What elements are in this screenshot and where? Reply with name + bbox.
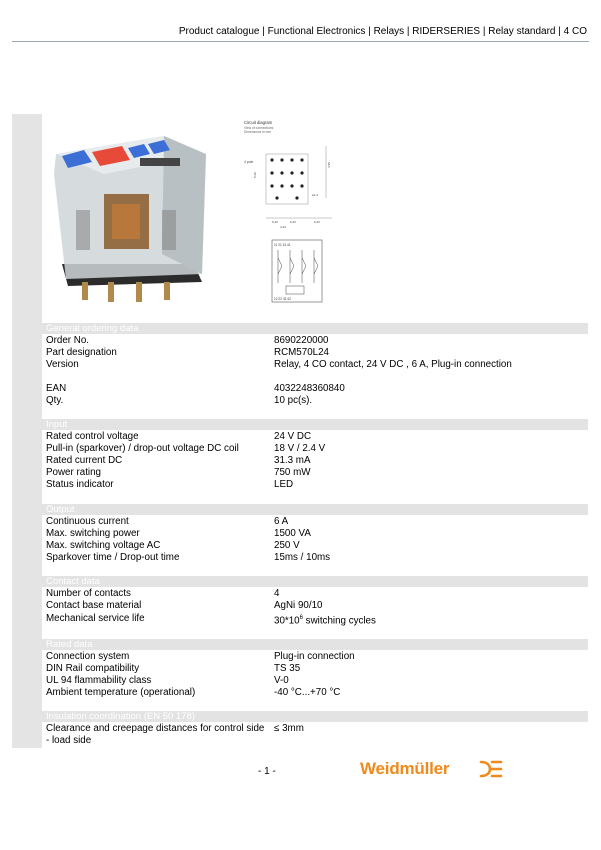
brand-name: Weidmüller (360, 759, 450, 778)
weidmuller-logo (360, 756, 510, 782)
brand-mark-icon (478, 758, 504, 780)
dim-label: 6,40 (290, 220, 296, 224)
spec-label: Rated control voltage (46, 431, 139, 442)
section-header: Contact data (42, 576, 588, 587)
spec-value: 4032248360840 (274, 383, 345, 394)
value-unit: switching cycles (302, 615, 376, 627)
pole-label: 4 pole (244, 160, 254, 164)
spec-label: Continuous current (46, 516, 129, 527)
spec-label: Contact base material (46, 600, 142, 611)
spec-label: Max. switching voltage AC (46, 540, 161, 551)
spec-value: Relay, 4 CO contact, 24 V DC , 6 A, Plug-in connection (274, 359, 512, 370)
spec-value: 250 V (274, 540, 300, 551)
section-header: Output (42, 504, 588, 515)
spec-value: 18 V / 2.4 V (274, 443, 326, 454)
spec-label: Version (46, 359, 79, 370)
spec-value: LED (274, 479, 294, 490)
spec-label: Status indicator (46, 479, 114, 490)
dim-label: 4,95 (327, 162, 331, 168)
spec-label: Number of contacts (46, 588, 131, 599)
spec-label: Order No. (46, 335, 90, 346)
spec-label: Connection system (46, 651, 130, 662)
spec-value: -40 °C...+70 °C (274, 687, 341, 698)
spec-label: Ambient temperature (operational) (46, 687, 196, 698)
spec-label: Part designation (46, 347, 117, 358)
spec-label: - load side (46, 735, 92, 746)
spec-value: 8690220000 (274, 335, 329, 346)
diagram-subtitle-2: Dimensions in mm (244, 130, 272, 134)
dim-label: 4,43 (280, 225, 286, 229)
section-header: General ordering data (42, 323, 588, 334)
value-exponent: 6 (299, 615, 303, 621)
spec-value: 4 (274, 588, 280, 599)
breadcrumb: Product catalogue | Functional Electronics | Relays | RIDERSERIES | Relay standard | 4 CO (178, 26, 587, 37)
spec-label: Clearance and creepage distances for control side (46, 723, 265, 734)
spec-value: 15ms / 10ms (274, 552, 331, 563)
spec-value: ≤ 3mm (274, 723, 304, 734)
header-divider (12, 41, 589, 42)
spec-value: 750 mW (274, 467, 311, 478)
pins-bottom: 12 22 32 42 (274, 297, 291, 301)
section-header: Rated data (42, 639, 588, 650)
spec-value: 24 V DC (274, 431, 312, 442)
spec-value: 6 A (274, 516, 289, 527)
pins-top: 11 21 31 41 (274, 243, 291, 247)
spec-label: EAN (46, 383, 67, 394)
spec-value: 1500 VA (274, 528, 311, 539)
spec-label: Sparkover time / Drop-out time (46, 552, 180, 563)
diagram-title: Circuit diagram (244, 120, 273, 125)
spec-label: Max. switching power (46, 528, 140, 539)
spec-label: UL 94 flammability class (46, 675, 152, 686)
spec-value: 10 pc(s). (274, 395, 313, 406)
page-number: - 1 - (258, 766, 276, 777)
spec-value: 31.3 mA (274, 455, 311, 466)
product-image (44, 114, 217, 319)
spec-label: Rated current DC (46, 455, 123, 466)
spec-value: AgNi 90/10 (274, 600, 323, 611)
diagram-subtitle: View of connections (244, 126, 274, 130)
dim-label: 6,40 (272, 220, 278, 224)
section-header: Insulation coordination (EN 50 178) (42, 711, 588, 722)
spec-label: Qty. (46, 395, 64, 406)
spec-value: V-0 (274, 675, 289, 686)
dim-label: 6,40 (314, 220, 320, 224)
dim-label: 5,20 (253, 172, 257, 178)
circuit-diagram (242, 118, 352, 313)
left-margin-bar (12, 114, 42, 748)
spec-value (274, 613, 524, 627)
value-base: 30*10 (274, 615, 300, 627)
spec-label: Power rating (46, 467, 101, 478)
spec-label: DIN Rail compatibility (46, 663, 140, 674)
spec-label: Pull-in (sparkover) / drop-out voltage DC coil (46, 443, 239, 454)
hole-label: ø1,3 (312, 193, 319, 197)
section-header: Input (42, 419, 588, 430)
spec-value: TS 35 (274, 663, 301, 674)
spec-label: Mechanical service life (46, 613, 145, 624)
spec-value: RCM570L24 (274, 347, 330, 358)
spec-value: Plug-in connection (274, 651, 355, 662)
